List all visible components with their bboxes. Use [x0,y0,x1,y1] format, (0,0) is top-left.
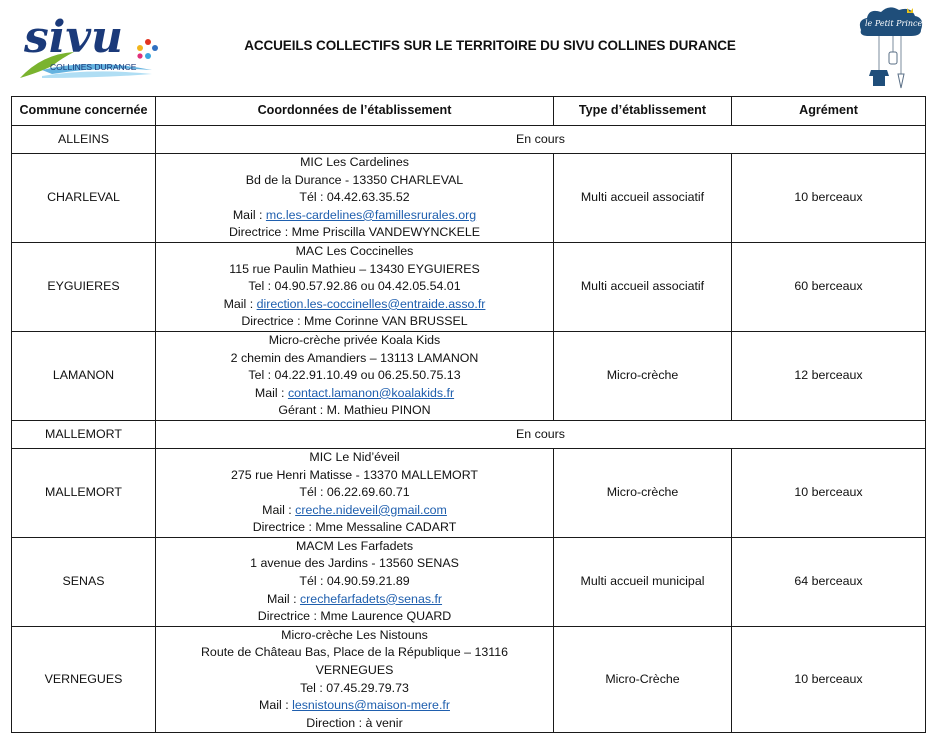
coordinates-cell [156,626,554,733]
establishment-contact: Directrice : Mme Priscilla VANDEWYNCKELE [228,225,481,240]
establishment-address-city: VERNEGUES [315,663,394,678]
column-header-coordonnees: Coordonnées de l’établissement [156,97,554,126]
svg-text:COLLINES DURANCE: COLLINES DURANCE [50,62,137,72]
type-cell: Multi accueil municipal [554,537,732,626]
coordinates-cell [156,331,554,420]
type-cell: Micro-crèche [554,331,732,420]
establishment-phone: Tel : 07.45.29.79.73 [300,680,409,695]
mail-label: Mail : [232,207,266,222]
table-row [12,154,926,243]
establishment-name: Micro-crèche Les Nistouns [281,627,428,642]
mail-label: Mail : [266,591,300,606]
agrement-cell: 12 berceaux [732,331,926,420]
type-cell: Multi accueil associatif [554,154,732,243]
table-row [12,448,926,537]
sivu-logo [12,6,162,82]
establishment-contact: Direction : à venir [306,715,403,730]
table-row [12,242,926,331]
agrement-cell: 60 berceaux [732,242,926,331]
establishment-contact: Gérant : M. Mathieu PINON [278,403,431,418]
establishment-name: MIC Le Nid’éveil [309,449,400,464]
status-cell: En cours [156,126,926,154]
people-circle-icon [137,39,158,59]
coordinates-cell [156,448,554,537]
commune-cell: LAMANON [12,331,156,420]
column-header-commune: Commune concernée [12,97,156,126]
table-row [12,626,926,733]
mail-label: Mail : [254,385,288,400]
commune-cell: VERNEGUES [12,626,156,733]
mail-label: Mail : [223,296,257,311]
email-link[interactable]: crechefarfadets@senas.fr [299,591,443,606]
type-cell: Micro-crèche [554,448,732,537]
establishment-address: 2 chemin des Amandiers – 13113 LAMANON [230,350,479,365]
establishment-name: MAC Les Coccinelles [295,243,414,258]
column-header-type: Type d’établissement [554,97,732,126]
email-link[interactable]: direction.les-coccinelles@entraide.asso.fr [256,296,486,311]
agrement-cell: 10 berceaux [732,626,926,733]
coordinates-cell [156,154,554,243]
commune-cell: EYGUIERES [12,242,156,331]
table-header-row [12,97,926,126]
email-link[interactable]: contact.lamanon@koalakids.fr [287,385,455,400]
email-link[interactable]: creche.nideveil@gmail.com [295,502,447,517]
establishment-address: 275 rue Henri Matisse - 13370 MALLEMORT [230,467,478,482]
commune-cell: CHARLEVAL [12,154,156,243]
commune-cell: ALLEINS [12,126,156,154]
establishment-phone: Tél : 04.42.63.35.52 [299,190,410,205]
establishment-contact: Directrice : Mme Laurence QUARD [257,609,452,624]
table-row [12,537,926,626]
agrement-cell: 10 berceaux [732,448,926,537]
establishment-address: Bd de la Durance - 13350 CHARLEVAL [245,172,464,187]
agrement-cell: 64 berceaux [732,537,926,626]
establishment-address: 115 rue Paulin Mathieu – 13430 EYGUIERES [229,261,480,276]
establishment-name: MIC Les Cardelines [300,155,409,169]
table-row [12,331,926,420]
status-cell: En cours [156,420,926,448]
type-cell: Multi accueil associatif [554,242,732,331]
baby-bodysuit-icon [869,70,889,86]
table-row [12,126,926,154]
commune-cell: MALLEMORT [12,420,156,448]
email-link[interactable]: mc.les-cardelines@famillesrurales.org [265,207,477,222]
agrement-cell: 10 berceaux [732,154,926,243]
establishment-phone: Tél : 06.22.69.60.71 [299,485,410,500]
establishment-contact: Directrice : Mme Messaline CADART [252,520,457,535]
page-title: ACCUEILS COLLECTIFS SUR LE TERRITOIRE DU SIVU COLLINES DURANCE [244,38,736,53]
type-cell: Micro-Crèche [554,626,732,733]
coordinates-cell [156,242,554,331]
column-header-agrement: Agrément [732,97,926,126]
establishment-phone: Tel : 04.22.91.10.49 ou 06.25.50.75.13 [248,368,461,383]
childcare-table [11,96,926,733]
commune-cell: MALLEMORT [12,448,156,537]
petit-prince-logo [855,4,927,92]
establishment-address: 1 avenue des Jardins - 13560 SENAS [250,556,459,571]
coordinates-cell [156,537,554,626]
svg-text:le Petit Prince: le Petit Prince [865,19,923,28]
commune-cell: SENAS [12,537,156,626]
establishment-name: MACM Les Farfadets [295,538,414,553]
svg-text:sivu: sivu [24,12,124,63]
establishment-address: Route de Château Bas, Place de la République – 13116 [200,645,508,660]
email-link[interactable]: lesnistouns@maison-mere.fr [292,698,450,713]
establishment-contact: Directrice : Mme Corinne VAN BRUSSEL [241,314,468,329]
mail-label: Mail : [262,502,296,517]
mail-label: Mail : [259,698,293,713]
establishment-phone: Tél : 04.90.59.21.89 [299,574,410,589]
establishment-phone: Tel : 04.90.57.92.86 ou 04.42.05.54.01 [248,279,461,294]
establishment-name: Micro-crèche privée Koala Kids [268,332,441,347]
table-row [12,420,926,448]
